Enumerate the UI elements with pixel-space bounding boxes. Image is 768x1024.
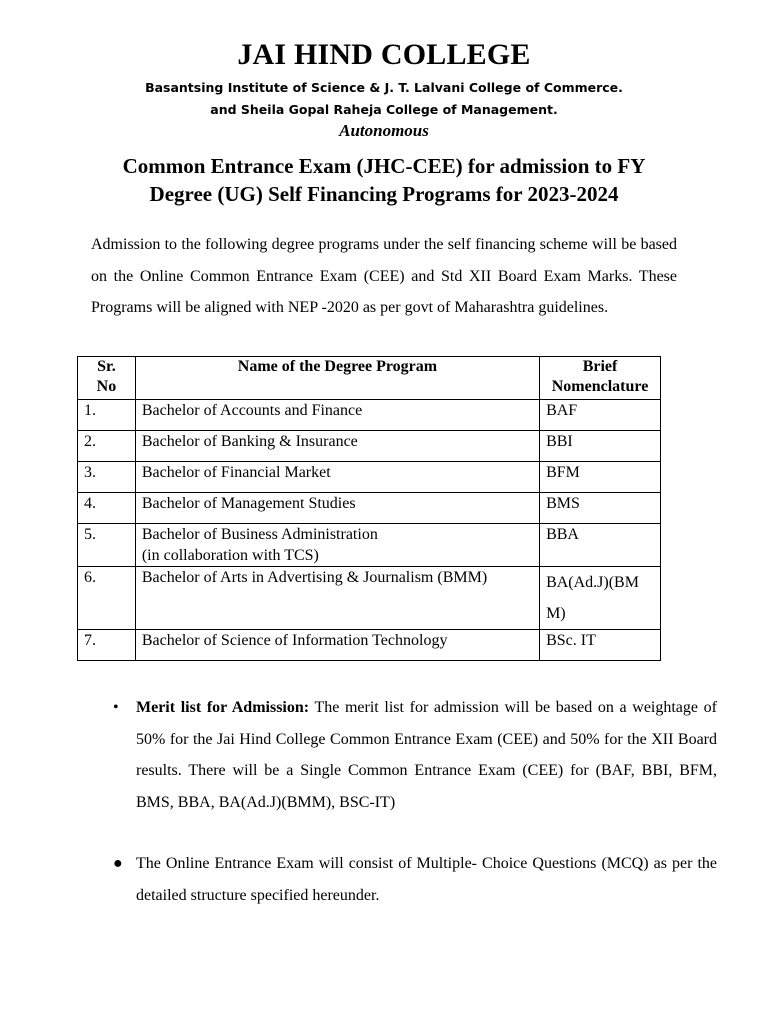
program-cell: Bachelor of Financial Market [135, 462, 539, 493]
table-row [78, 462, 661, 493]
header-sr-line2: No [96, 378, 117, 395]
intro-paragraph: Admission to the following degree programs under the self financing scheme will be based on the Online Common Entrance Exam (CEE) and Std XII Board Exam Marks. These Programs will be aligned with NEP -2020 as per govt of Maharashtra guidelines. [91, 236, 677, 316]
sr-cell: 1. [78, 400, 136, 431]
header-program-label: Name of the Degree Program [237, 358, 438, 375]
programs-table [77, 356, 661, 661]
sr-cell: 3. [78, 462, 136, 493]
sr-cell: 2. [78, 431, 136, 462]
table-row [78, 524, 661, 567]
program-cell: Bachelor of Management Studies [135, 493, 539, 524]
table-header-row [78, 357, 661, 400]
merit-list-bullet [107, 692, 717, 818]
sr-cell: 6. [78, 567, 136, 630]
header-nom-line1: Brief [582, 358, 618, 375]
nomenclature-cell: BBA [540, 524, 661, 567]
table-row [78, 567, 661, 630]
college-name: JAI HIND COLLEGE [237, 38, 531, 71]
header-sr-line1: Sr. [97, 358, 116, 375]
exam-title [60, 152, 708, 208]
nomenclature-cell: BFM [540, 462, 661, 493]
header-sr-no [78, 357, 136, 400]
nomenclature-line1: BA(Ad.J)(BM [546, 574, 639, 591]
nomenclature-cell: BMS [540, 493, 661, 524]
college-subtitle-line2: and Sheila Gopal Raheja College of Management. [210, 102, 558, 117]
program-cell: Bachelor of Accounts and Finance [135, 400, 539, 431]
merit-list-text: The merit list for admission will be based on a weightage of 50% for the Jai Hind College Common Entrance Exam (CEE) and 50% for the XII Board results. There will be a Single Common Entrance Exam (CEE) for (BAF, BBI, BFM, BMS, BBA, BA(Ad.J)(BMM), BSC-IT) [136, 699, 717, 811]
header-nom-line2: Nomenclature [551, 378, 649, 395]
header-nomenclature [540, 357, 661, 400]
sr-cell: 7. [78, 630, 136, 661]
program-cell [135, 524, 539, 567]
header-program [135, 357, 539, 400]
sr-cell: 5. [78, 524, 136, 567]
program-name: Bachelor of Business Administration [141, 526, 378, 543]
autonomous-status: Autonomous [339, 121, 429, 140]
table-row [78, 493, 661, 524]
merit-list-label: Merit list for Admission: [136, 699, 310, 716]
nomenclature-cell: BBI [540, 431, 661, 462]
bullet-dot-icon: ● [113, 855, 123, 872]
table-row [78, 400, 661, 431]
bullet-dot-icon: • [113, 699, 119, 716]
bullet-list [107, 692, 717, 911]
nomenclature-line2: M) [546, 605, 566, 622]
exam-title-line1: Common Entrance Exam (JHC-CEE) for admission to FY [122, 154, 646, 178]
exam-title-line2: Degree (UG) Self Financing Programs for 2023-2024 [149, 182, 619, 206]
college-subtitle-line1: Basantsing Institute of Science & J. T. Lalvani College of Commerce. [145, 80, 623, 95]
exam-structure-text: The Online Entrance Exam will consist of Multiple- Choice Questions (MCQ) as per the detailed structure specified hereunder. [136, 855, 717, 904]
program-cell: Bachelor of Science of Information Technology [135, 630, 539, 661]
nomenclature-cell: BAF [540, 400, 661, 431]
exam-structure-bullet [107, 848, 717, 911]
sr-cell: 4. [78, 493, 136, 524]
program-cell: Bachelor of Banking & Insurance [135, 431, 539, 462]
nomenclature-cell [540, 567, 661, 630]
table-row [78, 431, 661, 462]
program-cell: Bachelor of Arts in Advertising & Journalism (BMM) [135, 567, 539, 630]
nomenclature-cell: BSc. IT [540, 630, 661, 661]
table-row [78, 630, 661, 661]
program-note: (in collaboration with TCS) [141, 547, 319, 564]
